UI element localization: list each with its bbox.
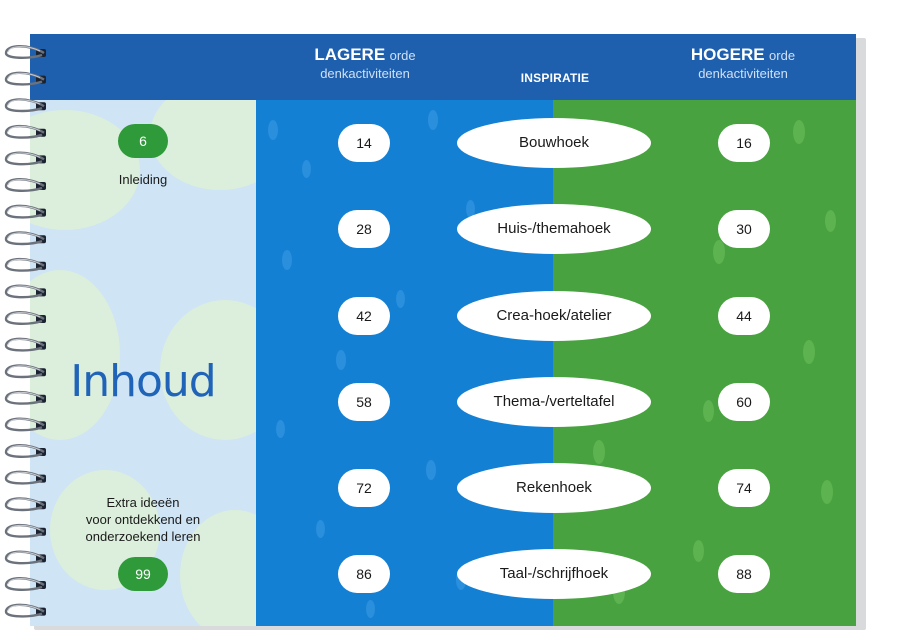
texture-dot (803, 340, 815, 364)
spiral-binding (0, 40, 60, 630)
chapter-label[interactable]: Huis-/themahoek (457, 204, 651, 254)
higher-order-page-number[interactable]: 30 (718, 210, 770, 248)
texture-dot (276, 420, 285, 438)
higher-order-strong: HOGERE (690, 45, 765, 64)
lower-order-heading (300, 46, 430, 80)
extra-ideas-page-badge[interactable]: 99 (118, 557, 168, 591)
higher-order-page-number[interactable]: 74 (718, 469, 770, 507)
texture-dot (336, 350, 346, 370)
lower-order-page-number[interactable]: 86 (338, 555, 390, 593)
intro-label[interactable]: Inleiding (118, 172, 168, 187)
lower-order-sub: denkactiviteiten (320, 65, 410, 81)
texture-dot (302, 160, 311, 178)
higher-order-page-number[interactable]: 88 (718, 555, 770, 593)
texture-dot (268, 120, 278, 140)
texture-dot (316, 520, 325, 538)
texture-dot (282, 250, 292, 270)
chapter-label[interactable]: Rekenhoek (457, 463, 651, 513)
left-panel (30, 100, 256, 626)
lower-order-page-number[interactable]: 42 (338, 297, 390, 335)
lower-order-page-number[interactable]: 58 (338, 383, 390, 421)
lower-order-panel (256, 100, 553, 626)
higher-order-page-number[interactable]: 44 (718, 297, 770, 335)
chapter-label[interactable]: Bouwhoek (457, 118, 651, 168)
header-bar (30, 34, 856, 100)
chapter-label[interactable]: Taal-/schrijfhoek (457, 549, 651, 599)
page-title: Inhoud (70, 356, 216, 407)
lower-order-page-number[interactable]: 72 (338, 469, 390, 507)
texture-dot (693, 540, 704, 562)
contents-page (30, 34, 856, 626)
texture-dot (428, 110, 438, 130)
higher-order-page-number[interactable]: 16 (718, 124, 770, 162)
extra-ideas-label[interactable] (30, 494, 256, 545)
texture-dot (366, 600, 375, 618)
texture-dot (703, 400, 714, 422)
lower-order-page-number[interactable]: 28 (338, 210, 390, 248)
higher-order-light: orde (769, 48, 796, 63)
lower-order-light: orde (389, 48, 416, 63)
higher-order-page-number[interactable]: 60 (718, 383, 770, 421)
extra-ideas-line-3: onderzoekend leren (85, 529, 201, 544)
texture-dot (793, 120, 805, 144)
texture-dot (825, 210, 836, 232)
higher-order-heading (678, 46, 808, 80)
higher-order-sub: denkactiviteiten (698, 65, 788, 81)
texture-dot (396, 290, 405, 308)
extra-ideas-line-2: voor ontdekkend en (85, 512, 201, 527)
texture-dot (821, 480, 833, 504)
chapter-label[interactable]: Crea-hoek/atelier (457, 291, 651, 341)
texture-dot (593, 440, 605, 464)
intro-page-badge[interactable]: 6 (118, 124, 168, 158)
spiral-rings (0, 40, 60, 630)
texture-dot (713, 240, 725, 264)
extra-ideas-line-1: Extra ideeën (106, 495, 180, 510)
lower-order-page-number[interactable]: 14 (338, 124, 390, 162)
chapter-label[interactable]: Thema-/verteltafel (457, 377, 651, 427)
lower-order-strong: LAGERE (314, 45, 386, 64)
higher-order-panel (553, 100, 856, 626)
texture-dot (426, 460, 436, 480)
inspiratie-heading: INSPIRATIE (520, 71, 590, 85)
